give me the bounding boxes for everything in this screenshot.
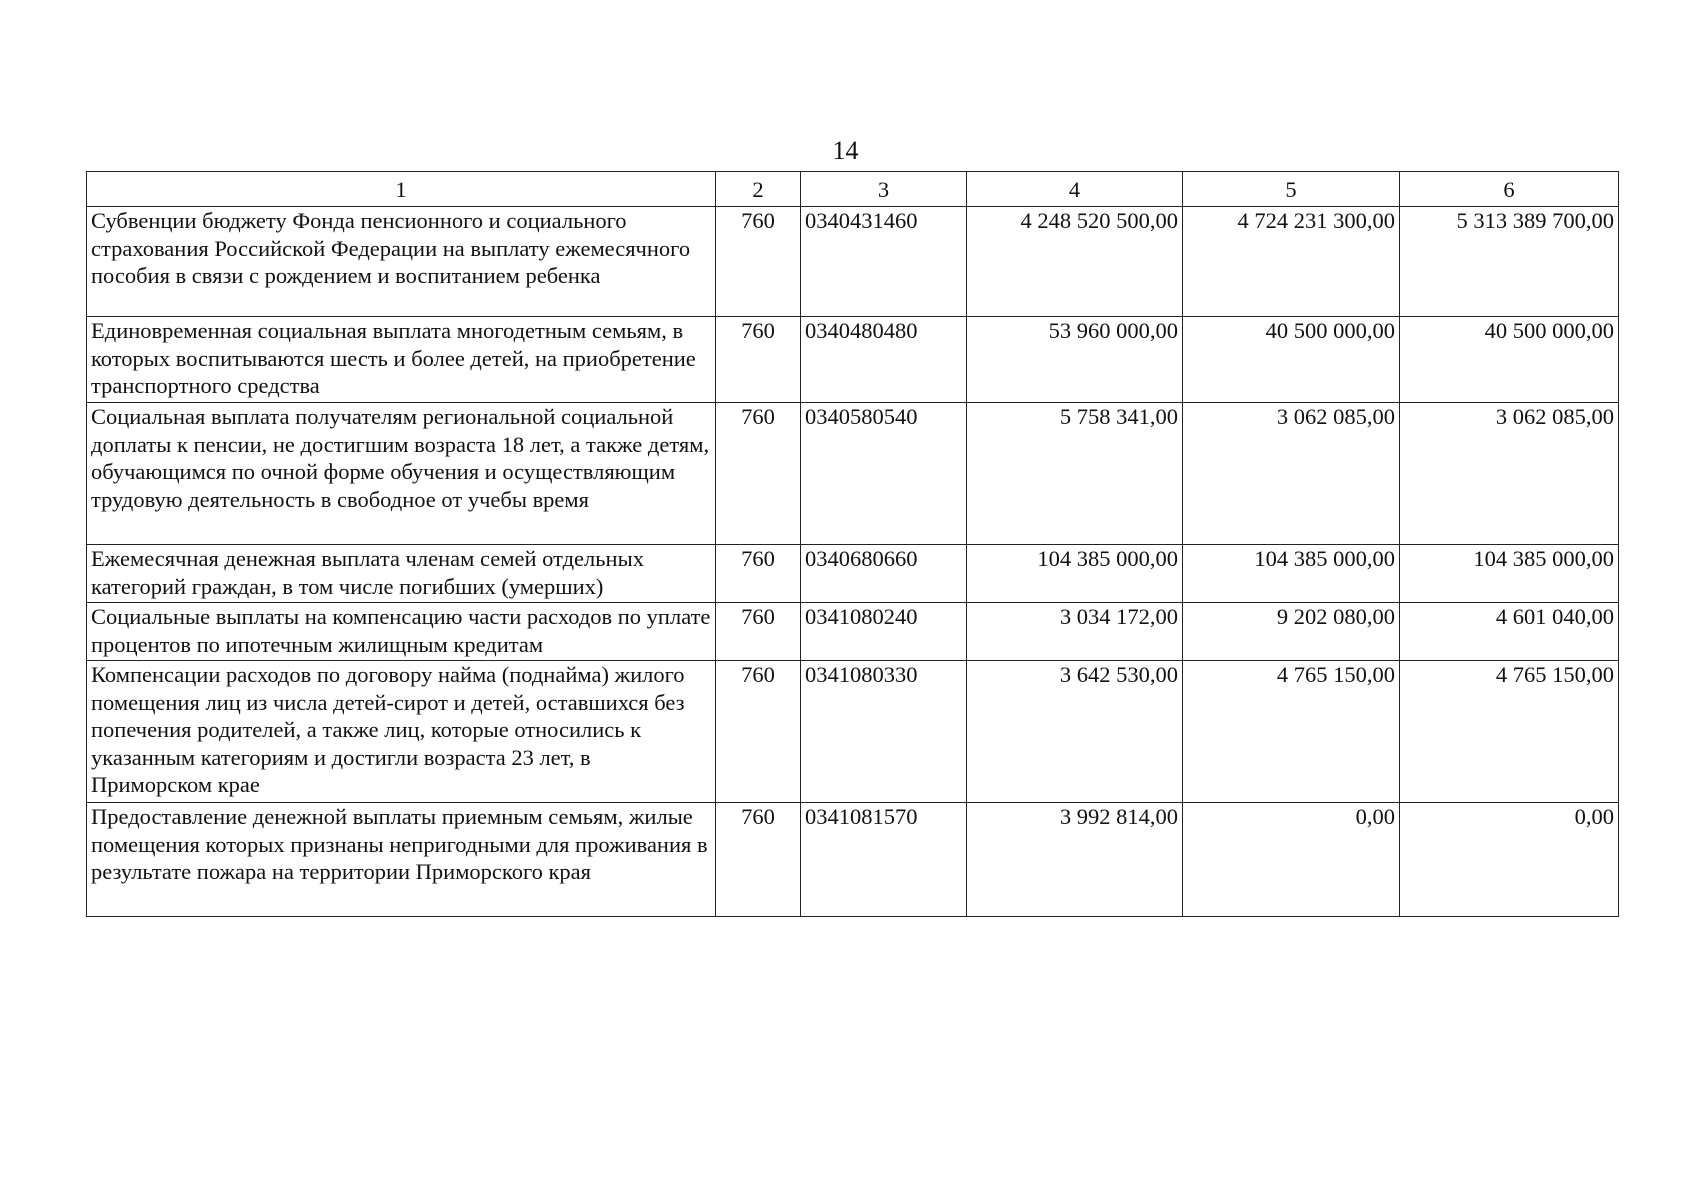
page-number: 14 <box>832 136 859 165</box>
table-row <box>87 803 1619 917</box>
table-row <box>87 317 1619 403</box>
row-value-col4: 5 758 341,00 <box>967 403 1183 545</box>
row-value-col6: 40 500 000,00 <box>1400 317 1619 403</box>
row-name: Субвенции бюджету Фонда пенсионного и социального страхования Российской Федерации на выплату ежемесячного пособия в связи с рождением и воспитанием ребенка <box>87 207 716 317</box>
row-code: 760 <box>716 803 801 917</box>
column-header-6: 6 <box>1400 172 1619 207</box>
column-header-3: 3 <box>801 172 967 207</box>
row-csr: 0341080240 <box>801 603 967 661</box>
table-row <box>87 661 1619 803</box>
row-value-col5: 4 765 150,00 <box>1183 661 1400 803</box>
table-row <box>87 603 1619 661</box>
row-value-col5: 9 202 080,00 <box>1183 603 1400 661</box>
row-value-col4: 3 642 530,00 <box>967 661 1183 803</box>
row-value-col6: 4 601 040,00 <box>1400 603 1619 661</box>
table-row <box>87 207 1619 317</box>
row-value-col5: 3 062 085,00 <box>1183 403 1400 545</box>
row-csr: 0340431460 <box>801 207 967 317</box>
row-value-col4: 53 960 000,00 <box>967 317 1183 403</box>
table-row <box>87 545 1619 603</box>
row-value-col6: 104 385 000,00 <box>1400 545 1619 603</box>
row-value-col6: 5 313 389 700,00 <box>1400 207 1619 317</box>
table-header-row <box>87 172 1619 207</box>
row-value-col4: 3 034 172,00 <box>967 603 1183 661</box>
row-csr: 0341081570 <box>801 803 967 917</box>
row-name: Ежемесячная денежная выплата членам семей отдельных категорий граждан, в том числе погибших (умерших) <box>87 545 716 603</box>
row-value-col4: 3 992 814,00 <box>967 803 1183 917</box>
column-header-5: 5 <box>1183 172 1400 207</box>
row-code: 760 <box>716 403 801 545</box>
row-csr: 0340480480 <box>801 317 967 403</box>
row-code: 760 <box>716 207 801 317</box>
column-header-1: 1 <box>87 172 716 207</box>
row-value-col6: 0,00 <box>1400 803 1619 917</box>
row-name: Предоставление денежной выплаты приемным семьям, жилые помещения которых признаны непригодными для проживания в результате пожара на территории Приморского края <box>87 803 716 917</box>
row-csr: 0341080330 <box>801 661 967 803</box>
row-name: Социальная выплата получателям региональной социальной доплаты к пенсии, не достигшим возраста 18 лет, а также детям, обучающимся по очной форме обучения и осуществляющим трудовую деятельность в свободное от учебы время <box>87 403 716 545</box>
row-name: Компенсации расходов по договору найма (поднайма) жилого помещения лиц из числа детей-сирот и детей, оставшихся без попечения родителей, а также лиц, которые относились к указанным категориям и достигли возраста 23 лет, в Приморском крае <box>87 661 716 803</box>
budget-table <box>86 171 1619 917</box>
row-value-col4: 104 385 000,00 <box>967 545 1183 603</box>
row-value-col5: 4 724 231 300,00 <box>1183 207 1400 317</box>
row-value-col4: 4 248 520 500,00 <box>967 207 1183 317</box>
column-header-4: 4 <box>967 172 1183 207</box>
row-value-col5: 0,00 <box>1183 803 1400 917</box>
row-name: Социальные выплаты на компенсацию части расходов по уплате процентов по ипотечным жилищным кредитам <box>87 603 716 661</box>
row-code: 760 <box>716 317 801 403</box>
row-code: 760 <box>716 661 801 803</box>
column-header-2: 2 <box>716 172 801 207</box>
row-csr: 0340580540 <box>801 403 967 545</box>
row-value-col6: 3 062 085,00 <box>1400 403 1619 545</box>
row-value-col5: 104 385 000,00 <box>1183 545 1400 603</box>
row-name: Единовременная социальная выплата многодетным семьям, в которых воспитываются шесть и более детей, на приобретение транспортного средства <box>87 317 716 403</box>
row-value-col5: 40 500 000,00 <box>1183 317 1400 403</box>
row-csr: 0340680660 <box>801 545 967 603</box>
row-code: 760 <box>716 545 801 603</box>
row-value-col6: 4 765 150,00 <box>1400 661 1619 803</box>
row-code: 760 <box>716 603 801 661</box>
table-row <box>87 403 1619 545</box>
